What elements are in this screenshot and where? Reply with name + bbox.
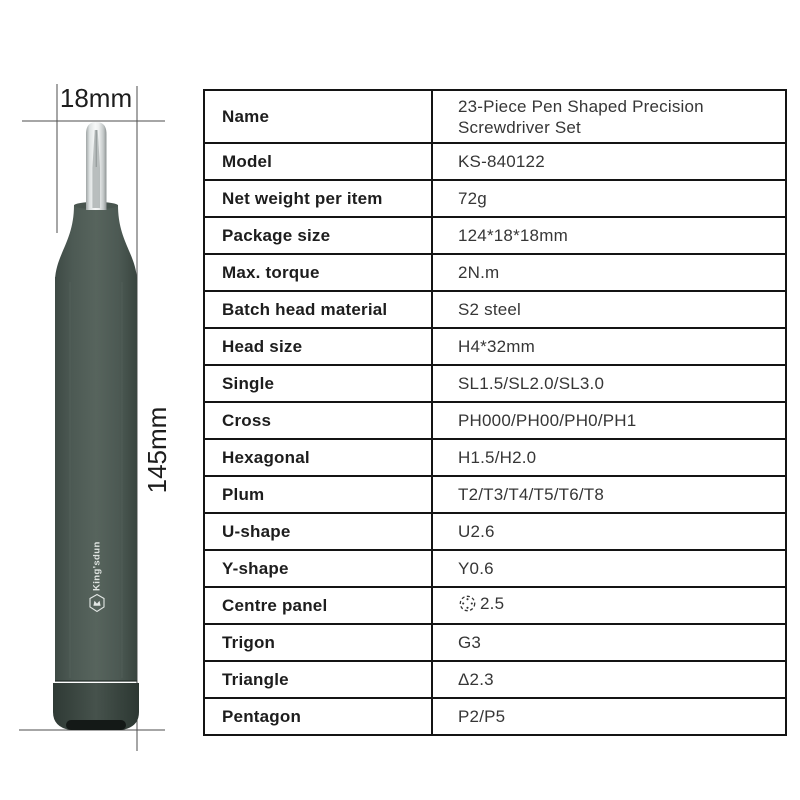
spec-label: Y-shape xyxy=(204,550,432,587)
dashed-circle-dots-icon xyxy=(458,594,477,613)
spec-value: Δ2.3 xyxy=(432,661,786,698)
row-u-shape xyxy=(204,513,786,550)
row-head-size xyxy=(204,328,786,365)
spec-value-text: 2.5 xyxy=(480,594,505,613)
row-single xyxy=(204,365,786,402)
row-net-weight xyxy=(204,180,786,217)
row-model xyxy=(204,143,786,180)
spec-label: Batch head material xyxy=(204,291,432,328)
cap-bottom-rim xyxy=(66,720,126,730)
spec-table xyxy=(203,89,787,736)
row-hexagonal xyxy=(204,439,786,476)
spec-value: KS-840122 xyxy=(432,143,786,180)
spec-label: Pentagon xyxy=(204,698,432,735)
spec-label: Head size xyxy=(204,328,432,365)
spec-value: Y0.6 xyxy=(432,550,786,587)
row-y-shape xyxy=(204,550,786,587)
row-trigon xyxy=(204,624,786,661)
spec-value: T2/T3/T4/T5/T6/T8 xyxy=(432,476,786,513)
spec-value: H4*32mm xyxy=(432,328,786,365)
spec-value: 72g xyxy=(432,180,786,217)
row-package-size xyxy=(204,217,786,254)
dimension-width-label: 18mm xyxy=(59,83,133,113)
spec-label: Trigon xyxy=(204,624,432,661)
spec-value: 124*18*18mm xyxy=(432,217,786,254)
spec-label: U-shape xyxy=(204,513,432,550)
spec-value: PH000/PH00/PH0/PH1 xyxy=(432,402,786,439)
spec-value: P2/P5 xyxy=(432,698,786,735)
spec-value: G3 xyxy=(432,624,786,661)
spec-value: S2 steel xyxy=(432,291,786,328)
spec-label: Max. torque xyxy=(204,254,432,291)
spec-value xyxy=(432,587,786,624)
spec-value: H1.5/H2.0 xyxy=(432,439,786,476)
spec-label: Name xyxy=(204,90,432,143)
screwdriver-neck xyxy=(55,205,137,280)
dimension-height-label: 145mm xyxy=(142,406,172,494)
spec-value: U2.6 xyxy=(432,513,786,550)
spec-label: Centre panel xyxy=(204,587,432,624)
row-batch-head-material xyxy=(204,291,786,328)
spec-value: 2N.m xyxy=(432,254,786,291)
row-cross xyxy=(204,402,786,439)
screwdriver-body xyxy=(53,122,139,730)
spec-label: Plum xyxy=(204,476,432,513)
spec-label: Package size xyxy=(204,217,432,254)
row-name xyxy=(204,90,786,143)
spec-value: SL1.5/SL2.0/SL3.0 xyxy=(432,365,786,402)
screwdriver-barrel xyxy=(55,277,137,681)
brand-logo-text: King'sdun xyxy=(91,541,103,591)
spec-label: Model xyxy=(204,143,432,180)
spec-value: 23-Piece Pen Shaped Precision Screwdriver Set xyxy=(432,90,786,143)
spec-label: Single xyxy=(204,365,432,402)
row-pentagon xyxy=(204,698,786,735)
row-max-torque xyxy=(204,254,786,291)
spec-label: Triangle xyxy=(204,661,432,698)
spec-label: Hexagonal xyxy=(204,439,432,476)
row-centre-panel xyxy=(204,587,786,624)
row-triangle xyxy=(204,661,786,698)
spec-label: Net weight per item xyxy=(204,180,432,217)
spec-label: Cross xyxy=(204,402,432,439)
row-plum xyxy=(204,476,786,513)
screwdriver-illustration xyxy=(0,0,200,800)
